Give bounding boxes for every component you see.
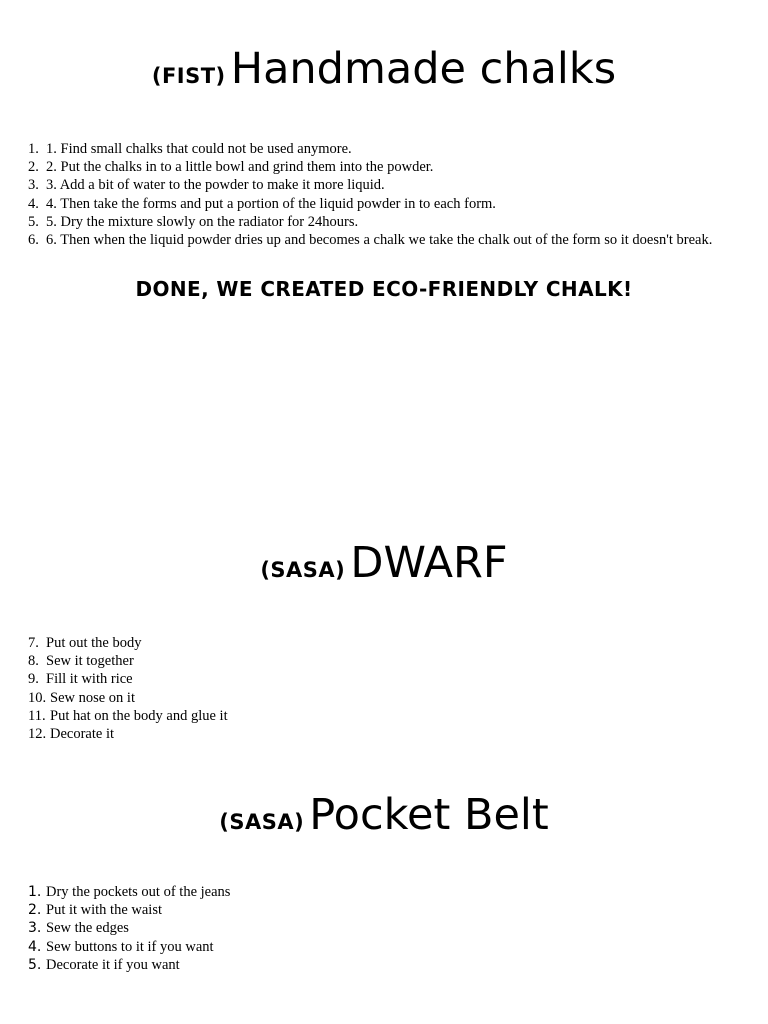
list-item	[28, 176, 728, 194]
step-number: 5.	[28, 213, 39, 230]
step-number: 9.	[28, 671, 39, 688]
step-text: Fill it with rice	[46, 671, 133, 688]
belt-title: Pocket Belt	[309, 790, 549, 840]
step-text: Decorate it if you want	[46, 956, 180, 973]
dwarf-heading	[0, 538, 768, 588]
step-number: 3.	[28, 177, 39, 194]
step-number: 11.	[28, 707, 46, 724]
step-number: 1.	[28, 884, 42, 900]
chalks-conclusion: DONE, WE CREATED ECO-FRIENDLY CHALK!	[135, 277, 633, 301]
step-number: 3.	[28, 920, 42, 937]
step-number: 8.	[28, 653, 39, 670]
list-item	[28, 901, 428, 919]
list-item	[28, 670, 428, 688]
step-number: 4.	[28, 938, 42, 955]
step-text: 4. Then take the forms and put a portion of the liquid powder in to each form.	[46, 195, 496, 212]
step-text: Put out the body	[46, 635, 142, 651]
step-text: Put hat on the body and glue it	[50, 707, 228, 724]
step-number: 10.	[28, 689, 47, 706]
chalks-heading	[0, 44, 768, 94]
step-number: 7.	[28, 635, 39, 651]
step-text: 2. Put the chalks in to a little bowl and grind them into the powder.	[46, 159, 434, 176]
list-item	[28, 195, 728, 213]
step-number: 1.	[28, 141, 39, 157]
step-text: Put it with the waist	[46, 902, 162, 919]
dwarf-author-tag: (SASA)	[260, 558, 346, 582]
step-text: Sew the edges	[46, 920, 129, 937]
list-item	[28, 883, 428, 901]
step-number: 5.	[28, 956, 42, 973]
step-text: Dry the pockets out of the jeans	[46, 884, 231, 900]
chalks-author-tag: (FIST)	[151, 64, 226, 88]
list-item	[28, 158, 728, 176]
step-number: 4.	[28, 195, 39, 212]
list-item	[28, 689, 428, 707]
step-number: 2.	[28, 902, 42, 919]
step-text: Sew buttons to it if you want	[46, 938, 214, 955]
list-item	[28, 634, 428, 652]
step-text: 6. Then when the liquid powder dries up and becomes a chalk we take the chalk out of the form so it doesn't break.	[46, 232, 713, 249]
dwarf-title: DWARF	[350, 538, 508, 588]
chalks-steps-list	[28, 140, 728, 249]
list-item	[28, 652, 428, 670]
step-text: Decorate it	[50, 726, 115, 743]
list-item	[28, 140, 728, 158]
list-item	[28, 231, 728, 249]
list-item	[28, 213, 728, 231]
step-text: 1. Find small chalks that could not be used anymore.	[46, 141, 352, 157]
step-text: 3. Add a bit of water to the powder to make it more liquid.	[46, 177, 385, 194]
step-text: 5. Dry the mixture slowly on the radiator for 24hours.	[46, 213, 359, 230]
dwarf-steps-list	[28, 634, 428, 743]
step-number: 2.	[28, 159, 39, 176]
list-item	[28, 956, 428, 974]
list-item	[28, 707, 428, 725]
belt-author-tag: (SASA)	[219, 810, 305, 834]
chalks-title: Handmade chalks	[230, 44, 617, 94]
step-text: Sew it together	[46, 653, 134, 670]
list-item	[28, 919, 428, 937]
belt-steps-list	[28, 883, 428, 974]
belt-heading	[0, 790, 768, 840]
list-item	[28, 725, 428, 743]
step-number: 6.	[28, 232, 39, 249]
list-item	[28, 938, 428, 956]
step-number: 12.	[28, 726, 47, 743]
step-text: Sew nose on it	[50, 689, 135, 706]
